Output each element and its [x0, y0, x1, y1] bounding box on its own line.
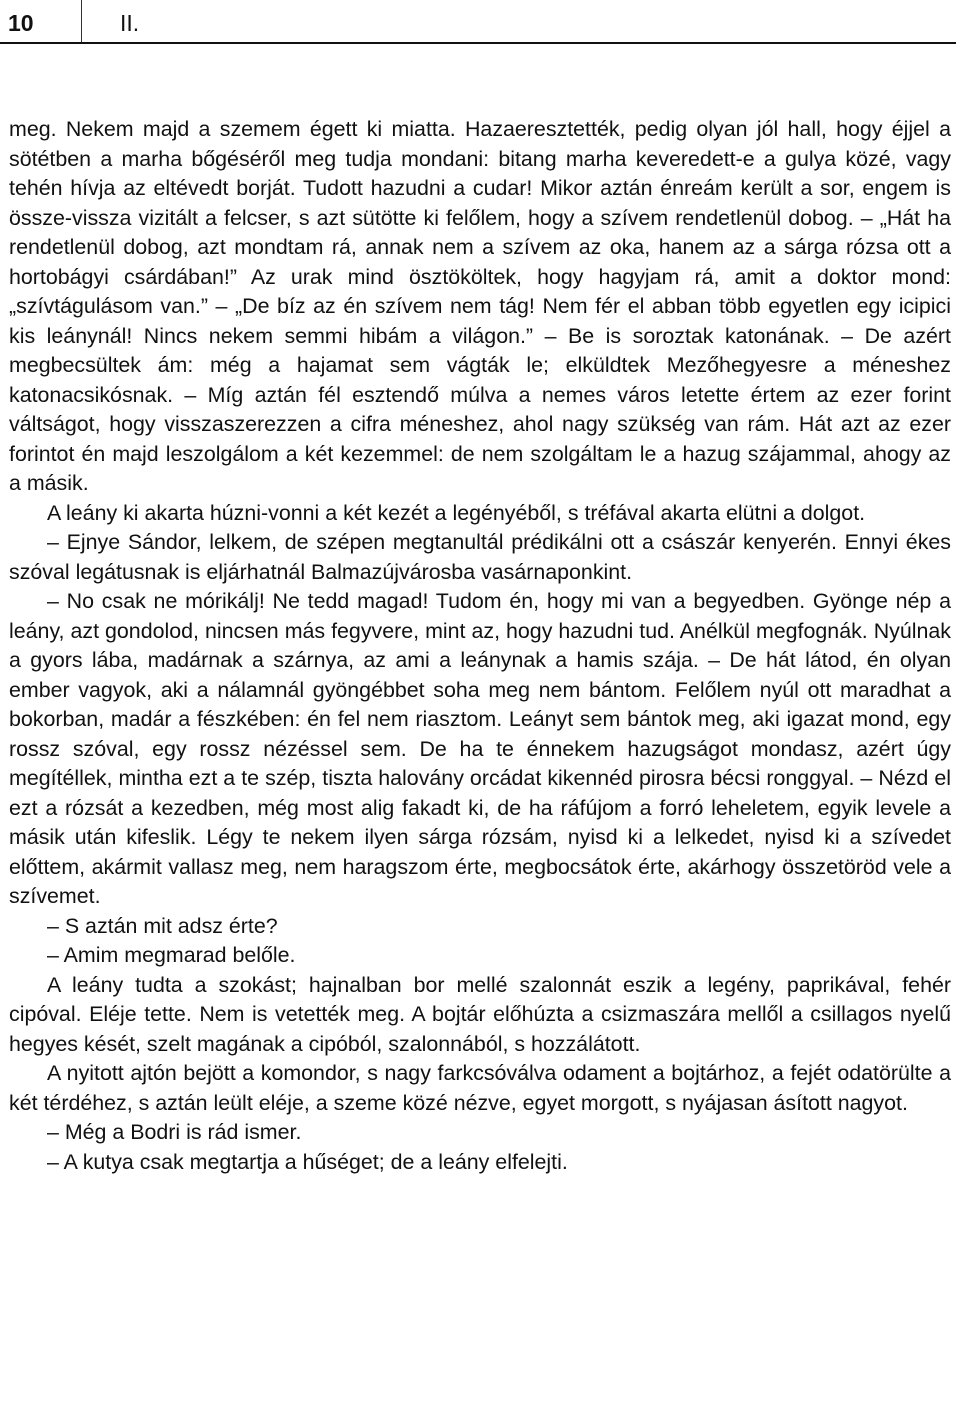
- chapter-label: II.: [120, 10, 140, 36]
- page-header: [0, 0, 956, 44]
- paragraph: A leány ki akarta húzni-vonni a két kezét a legényéből, s tréfával akarta elütni a dolgot.: [47, 500, 866, 525]
- body-text: [9, 115, 951, 1177]
- paragraph: A nyitott ajtón bejött a komondor, s nagy farkcsóválva odament a bojtárhoz, a fejét odatörülte a két térdéhez, s aztán leült eléje, a szeme közé nézve, egyet morgott, s nyájasan ásított nagyot.: [9, 1061, 951, 1115]
- header-divider: [81, 0, 82, 42]
- paragraph: – S aztán mit adsz érte?: [47, 913, 278, 938]
- paragraph: – Ejnye Sándor, lelkem, de szépen megtanultál prédikálni ott a császár kenyerén. Ennyi ékes szóval legátusnak is eljárhatnál Balmazújvárosba vasárnaponkint.: [9, 530, 951, 584]
- paragraph: A leány tudta a szokást; hajnalban bor mellé szalonnát eszik a legény, paprikával, fehér cipóval. Eléje tette. Nem is vetették meg. A bojtár előhúzta a csizmaszára mellől a csillagos nyelű hegyes kését, szelt magának a cipóból, szalonnából, s hozzálátott.: [9, 972, 951, 1056]
- paragraph: – No csak ne mórikálj! Ne tedd magad! Tudom én, hogy mi van a begyedben. Gyönge nép a leány, azt gondolod, nincsen más fegyvere, mint az, hogy hazudni tud. Anélkül megfognák. Nyúlnak a gyors lába, madárnak a szárnya, az ami a leánynak a hamis szája. – De hát látod, én olyan ember vagyok, aki a nálamnál gyöngébbet soha meg nem bántom. Felőlem nyúl ott maradhat a bokorban, madár a fészkében: én fel nem riasztom. Leányt sem bántok meg, aki igazat mond, egy rossz szóval, egy rossz nézéssel sem. De ha te énnekem hazugságot mondasz, azért úgy megítéllek, mintha ezt a te szép, tiszta halovány orcádat kikennéd pirosra bécsi ronggyal. – Nézd el ezt a rózsát a kezedben, még most alig fakadt ki, de ha ráfújom a forró leheletem, egyik levele a másik után kifeslik. Légy te nekem ilyen sárga rózsám, nyisd ki a lelkedet, nyisd ki a szívedet előttem, akármit vallasz meg, nem haragszom érte, megbocsátok érte, akárhogy összetöröd vele a szívemet.: [9, 589, 951, 908]
- paragraph: – Amim megmarad belőle.: [47, 943, 296, 967]
- paragraph: – Még a Bodri is rád ismer.: [47, 1120, 302, 1144]
- paragraph: meg. Nekem majd a szemem égett ki miatta. Hazaeresztették, pedig olyan jól hall, hogy éjjel a sötétben a marha bőgéséről meg tudja mondani: bitang marha keveredett-e a gulya közé, vagy tehén hívja az eltévedt borját. Tudott hazudni a cudar! Mikor aztán énreám került a sor, engem is össze-vissza vizitált a felcser, s azt sütötte ki felőlem, hogy a szívem rendetlenül dobog. – „Hát ha rendetlenül dobog, azt mondtam rá, annak nem a szívem az oka, hanem az a sárga rózsa ott a hortobágyi csárdában!” Az urak mind ösztököltek, hogy hagyjam rá, amit a doktor mond: „szívtágulásom van.” – „De bíz az én szívem nem tág! Nem fér el abban több egyetlen egy icipici kis leánynál! Nincs nekem semmi hibám a világon.” – Be is soroztak katonának. – De azért megbecsültek ám: még a hajamat sem vágták le; elküldtek Mezőhegyesre a méneshez katonacsikósnak. – Míg aztán fél esztendő múlva a nemes város letette értem az ezer forint váltságot, hogy visszaszerezzen a cifra méneshez, ahol nagy szükség van rám. Hát azt az ezer forintot én majd leszolgálom a két kezemmel: de nem szolgáltam le a hazug szájammal, ahogy az a másik.: [9, 117, 951, 495]
- paragraph: – A kutya csak megtartja a hűséget; de a leány elfelejti.: [47, 1149, 568, 1174]
- page-number: 10: [8, 10, 34, 36]
